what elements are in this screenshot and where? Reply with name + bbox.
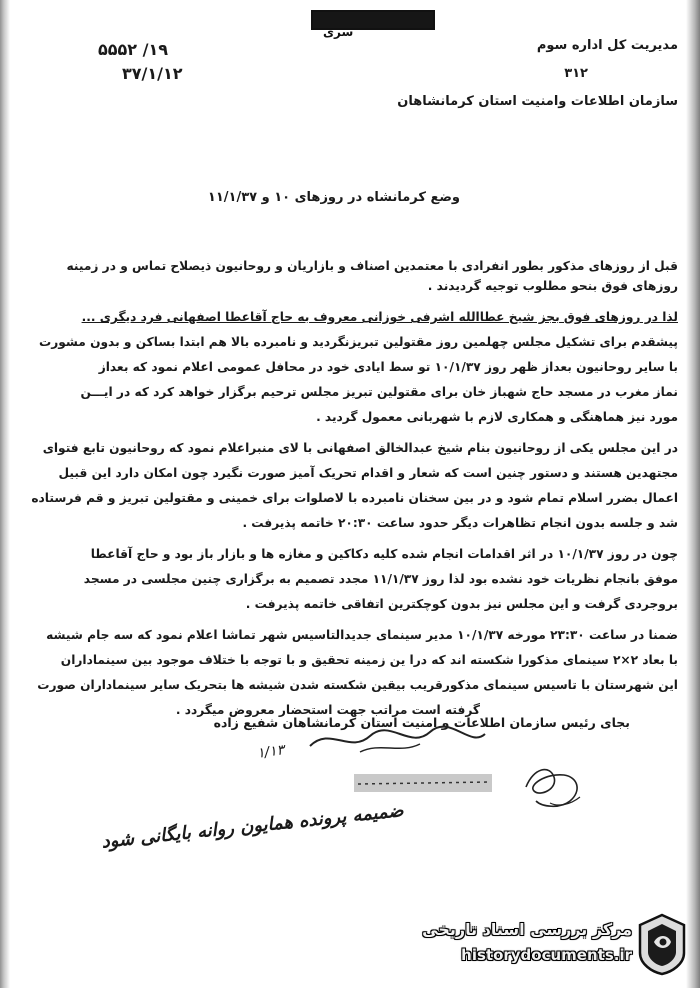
reference-number: ۵۵۵۲ /۱۹ xyxy=(98,40,169,59)
archive-logo-icon xyxy=(636,912,688,976)
body-line: با سایر روحانیون بعداز ظهر روز ۱۰/۱/۳۷ تو سط ایادی خود در محافل عمومی اعلام نمود که بعداز xyxy=(98,360,678,374)
watermark-url: historydocuments.ir xyxy=(461,946,632,964)
scan-edge-right xyxy=(686,0,700,988)
signature-scribble xyxy=(300,724,490,756)
body-line: مورد نیز هماهنگی و همکاری لازم با شهربانی معمول گردید . xyxy=(316,410,678,424)
body-line: اعمال بضرر اسلام تمام شود و در بین سخنان نامبرده با لاصلوات برای خمینی و مقتولین تبریز و قم فرستاده xyxy=(31,491,678,505)
body-line: گرفته است مراتب جهت استحضار معروض میگردد . xyxy=(175,703,480,717)
reference-date: ۳۷/۱/۱۲ xyxy=(122,64,183,83)
classification-stamp xyxy=(305,4,455,40)
body-line: ضمنا در ساعت ۲۳:۳۰ مورخه ۱۰/۱/۳۷ مدیر سینمای جدیدالتاسیس شهر تماشا اعلام نمود که سه جام شیشه xyxy=(46,628,678,642)
watermark-title: مرکز بررسی اسناد تاریخی xyxy=(422,920,632,939)
scan-edge-left xyxy=(0,0,10,988)
archive-watermark xyxy=(420,900,692,980)
body-line: بروجردی گرفت و این مجلس نیز بدون کوچکترین اتفاقی خاتمه پذیرفت . xyxy=(245,597,678,611)
body-line: قبل از روزهای مذکور بطور انفرادی با معتمدین اصناف و بازاریان و روحانیون ذیصلاح تماس و در زمینه xyxy=(66,259,678,273)
document-subject: وضع کرمانشاه در روزهای ۱۰ و ۱۱/۱/۳۷ xyxy=(207,190,460,205)
header-number: ۳۱۲ xyxy=(564,66,588,81)
body-line: موفق بانجام نظریات خود نشده بود لذا روز ۱۱/۱/۳۷ مجدد تصمیم به برگزاری چنین مجلسی در مسجد xyxy=(83,572,678,586)
initials-signature xyxy=(520,757,588,813)
routing-note-text: ضمیمه پرونده همایون روانه بایگانی شود xyxy=(100,800,405,853)
body-line: نماز مغرب در مسجد حاج شهباز خان برای مقتولین تبریز مجلس ترحیم برگزار خواهد کرد که در ایـــن xyxy=(80,385,678,399)
body-line: این شهرستان با تاسیس سینمای مذکورقریب بیقین شکسته شدن شیشه ها بتحریک سایر سینماداران صورت xyxy=(37,678,678,692)
signature-date: ۱/۱۳ xyxy=(256,742,286,762)
body-line: در این مجلس یکی از روحانیون بنام شیخ عبدالخالق اصفهانی با لای منبراعلام نمود که روحانیون تابع فتوای xyxy=(42,441,678,455)
classification-stamp-text: سری xyxy=(323,25,354,39)
body-line: لذا در روزهای فوق بجز شیخ عطاالله اشرفی خوزانی معروف به حاج آقاعطا اصفهانی فرد دیگری ... xyxy=(81,310,678,324)
redacted-note xyxy=(350,768,500,798)
body-line: پیشقدم برای تشکیل مجلس چهلمین روز مقتولین تبریزنگردید و نامبرده بالا هم ابتدا بساکن و بدون مشورت xyxy=(38,335,678,349)
body-line: چون در روز ۱۰/۱/۳۷ در اثر اقدامات انجام شده کلیه دکاکین و مغازه ها و بازار باز بود و حاج آقاعطا xyxy=(90,547,678,561)
body-line: شد و جلسه بدون انجام تظاهرات دیگر حدود ساعت ۲۰:۳۰ خاتمه پذیرفت . xyxy=(242,516,678,530)
header-organization: سازمان اطلاعات وامنیت استان کرمانشاهان xyxy=(397,94,678,109)
body-line: مجتهدین هستند و دستور چنین است که شعار و اقدام تحریک آمیز صورت نگیرد چون امکان دارد این قبیل xyxy=(58,466,678,480)
routing-note xyxy=(100,800,405,853)
body-line: با بعاد ۲×۲ سینمای مذکورا شکسته اند که درا ین زمینه تحقیق و با توجه با ختلاف موجود بین سینماداران xyxy=(60,653,678,667)
header-department: مدیریت کل اداره سوم xyxy=(536,38,678,53)
signature-line: بجای رئیس سازمان اطلاعات و امنیت استان کرمانشاهان شفیع زاده xyxy=(213,715,630,730)
body-line: روزهای فوق بنحو مطلوب توجیه گردیدند . xyxy=(427,279,678,293)
